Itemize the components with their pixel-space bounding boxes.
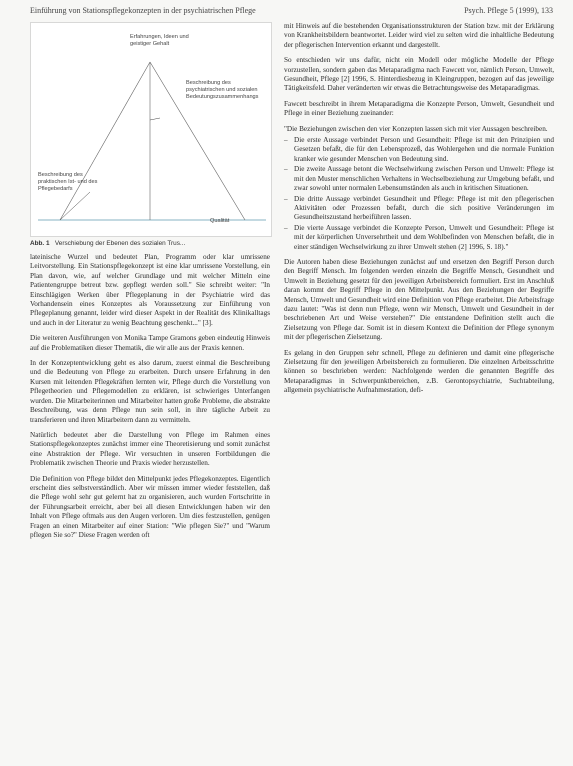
header-citation: Psych. Pflege 5 (1999), 133 [464, 6, 553, 15]
list-item: – Die vierte Aussage verbindet die Konzepte Person, Umwelt und Gesundheit: Pflege ist mit der körperlichen Unversehrtheit und dem Wohlbefinden von Menschen befaßt, die in einer ständigen Wechselwirkung zu ihrer Umwelt stehen (2] 1996, S. 18)." [294, 224, 554, 252]
paragraph: mit Hinweis auf die bestehenden Organisationsstrukturen der Station bzw. mit der Erklärung von Krankheitsbildern beantwortet. Leider wird viel zu selten wird die inhaltliche Bedeutung der pflegerischen Intervention erkannt und dargestellt. [284, 22, 554, 49]
running-header [30, 6, 553, 20]
paragraph: Die Autoren haben diese Beziehungen zunächst auf und ersetzen den Begriff Person durch den Begriff Mensch. Im folgenden werden einzeln die Begriffe Mensch, Gesundheit und Umwelt in Beziehung gesetzt für den jeweiligen Arbeitsbereich formuliert. Erst im Anschluß daran kommt der Begriff Pflege in den Mittelpunkt. Aus den Beziehungen der Begriffe Mensch, Umwelt und Gesundheit wird eine Definition von Pflege erarbeitet. Die Arbeitsfrage dazu lautet: "Was ist denn nun Pflege, wenn wir Mensch, Umwelt und Gesundheit in der beschriebenen Art und Weise verstehen?" Die entstandene Definition stellt auch die Zielsetzung von Pflege dar. Somit ist in diesem Kontext die Definition der Pflege synonym mit der pflegerischen Zielsetzung. [284, 257, 554, 342]
paragraph: Natürlich bedeutet aber die Darstellung von Pflege im Rahmen eines Stationspflegekonzeptes zunächst immer eine Theoretisierung und somit zunächst eine Abstraktion der Pflege. Wir versuchten in unseren Fortbildungen die Problematik zwischen Theorie und Praxis wieder herzustellen. [30, 430, 270, 468]
paragraph: Fawcett beschreibt in ihrem Metaparadigma die Konzepte Person, Umwelt, Gesundheit und Pflege in einer Beziehung zueinander: [284, 99, 554, 118]
paragraph: In der Konzeptentwicklung geht es also darum, zuerst einmal die Beschreibung und die Bedeutung von Pflege zu erarbeiten. Durch unsere Erfahrung in den Kursen mit leitenden Pflegekräften lernten wir, Pflege durch die Vorstellung von Pflegetheorien und Pflegemodellen zu erklären, ist schwieriges Unterfangen wurden. Die Mitarbeiterinnen und Mitarbeiter hatten große Probleme, die abstrakte Beschreibung, was denn Pflege nun sein soll, in ihre tägliche Arbeit zu transferieren und ihren Mitarbeitern dann zu vermitteln. [30, 359, 270, 424]
list-item: – Die erste Aussage verbindet Person und Gesundheit: Pflege ist mit den Prinzipien und Gesetzen befaßt, die für den Lebensprozeß, das Wohlergehen und die normale Funktion kranker wie gesunder Menschen von Bedeutung sind. [294, 136, 554, 164]
caption-number: Abb. 1 [30, 240, 50, 247]
paragraph: So entschieden wir uns dafür, nicht ein Modell oder mögliche Modelle der Pflege vorzustellen, sondern gaben das Metaparadigma nach Fawcett vor, nämlich Person, Umwelt, Gesundheit, Pflege [2] 1996, S. Hinterdiesbezug in Kleingruppen, bezogen auf das jeweilige Tätigkeitsfeld. Daher veränderten wir etwas die Betrachtungsweise des Metaparadigmas. [284, 56, 554, 93]
figure-label-top: Erfahrungen, Ideen und geistiger Gehalt [130, 34, 189, 47]
paragraph: Es gelang in den Gruppen sehr schnell, Pflege zu definieren und damit eine pflegerische Zielsetzung für den jeweiligen Arbeitsbereich zu formulieren. Die einzelnen Arbeitsschritte können so beschrieben werden: Nachfolgende werden die genannten Begriffe des Metaparadigmas in Schwerpunktbereichen, z.B. Gerontopsychiatrie, Suchtabteilung, allgemein psychiatrische Aufnahmestation, defi- [284, 348, 554, 395]
list-item: – Die zweite Aussage betont die Wechselwirkung zwischen Person und Umwelt: Pflege ist mit den Muster menschlichen Verhaltens in Wechselbeziehung zur Umgebung befaßt, und zwar sowohl unter normalen Lebensumständen als auch in kritischen Situationen. [294, 165, 554, 193]
quote-intro: "Die Beziehungen zwischen den vier Konzepten lassen sich mit vier Aussagen beschreiben. [284, 124, 548, 133]
statement-list [284, 136, 554, 252]
caption-text: Verschiebung der Ebenen des sozialen Trus... [54, 240, 186, 247]
figure-label-mid: Beschreibung des psychiatrischen und sozialen Bedeutungszusammenhangs [186, 80, 259, 100]
figure-label-bottom-left: Beschreibung des praktischen Ist- und des Pflegebedarfs [38, 172, 98, 192]
paragraph: Die weiteren Ausführungen von Monika Tampe Gramons geben eindeutig Hinweis auf die Problematiken dieser Thematik, die wir alle aus der Praxis kennen. [30, 334, 270, 352]
right-column [284, 22, 554, 402]
paragraph: lateinische Wurzel und bedeutet Plan, Programm oder klar umrissene Leitvorstellung. Ein Stationspflegekonzept ist eine klar umrissene Vorstellung, ein Plan davon, wie, auf welcher Grundlage und mit welcher Mitteln eine Patientengruppe betreut bzw. gepflegt werden soll." Sie schreibt weiter: "In Einschlägigen Werken über Pflegeplanung in der Psychiatrie wird das Vorhandensein eines Konzeptes als Voraussetzung zur Einführung von Pflegeplanung genannt, leider wird dieser Aspekt in der Realität des Klinikalltags und auch in der Literatur zu wenig Beachtung geschenkt..." [3]. [30, 253, 270, 327]
paragraph: Die Definition von Pflege bildet den Mittelpunkt jedes Pflegekonzeptes. Eigentlich erscheint dies selbstverständlich. Aber wir müssen immer wieder feststellen, daß die Pflege wohl sehr gut gelernt hat zu organisieren, auch wurden Fortschritte in der Führungsarbeit erreicht, aber bei all diesen Entwicklungen haben wir den Inhalt von Pflege oftmals aus den Augen verloren. Um dies festzustellen, genügen Fragen an einen Mitarbeiter auf einer Station: "Wie pflegen Sie?" und "Warum pflegen Sie so?" Diese Fragen werden oft [30, 474, 270, 539]
figure-diagram [30, 22, 272, 240]
figure-label-bottom-right: Qualität [210, 218, 230, 224]
header-title: Einführung von Stationspflegekonzepten in der psychiatrischen Pflege [30, 6, 256, 15]
figure-caption [30, 240, 270, 247]
list-item: – Die dritte Aussage verbindet Gesundheit und Pflege: Pflege ist mit den pflegerischen Aktivitäten oder Prozessen befaßt, durch die sich positive Veränderungen im Gesundheitszustand herbeiführen lassen. [294, 195, 554, 223]
figure-graphic [30, 22, 272, 240]
left-column [30, 253, 270, 546]
